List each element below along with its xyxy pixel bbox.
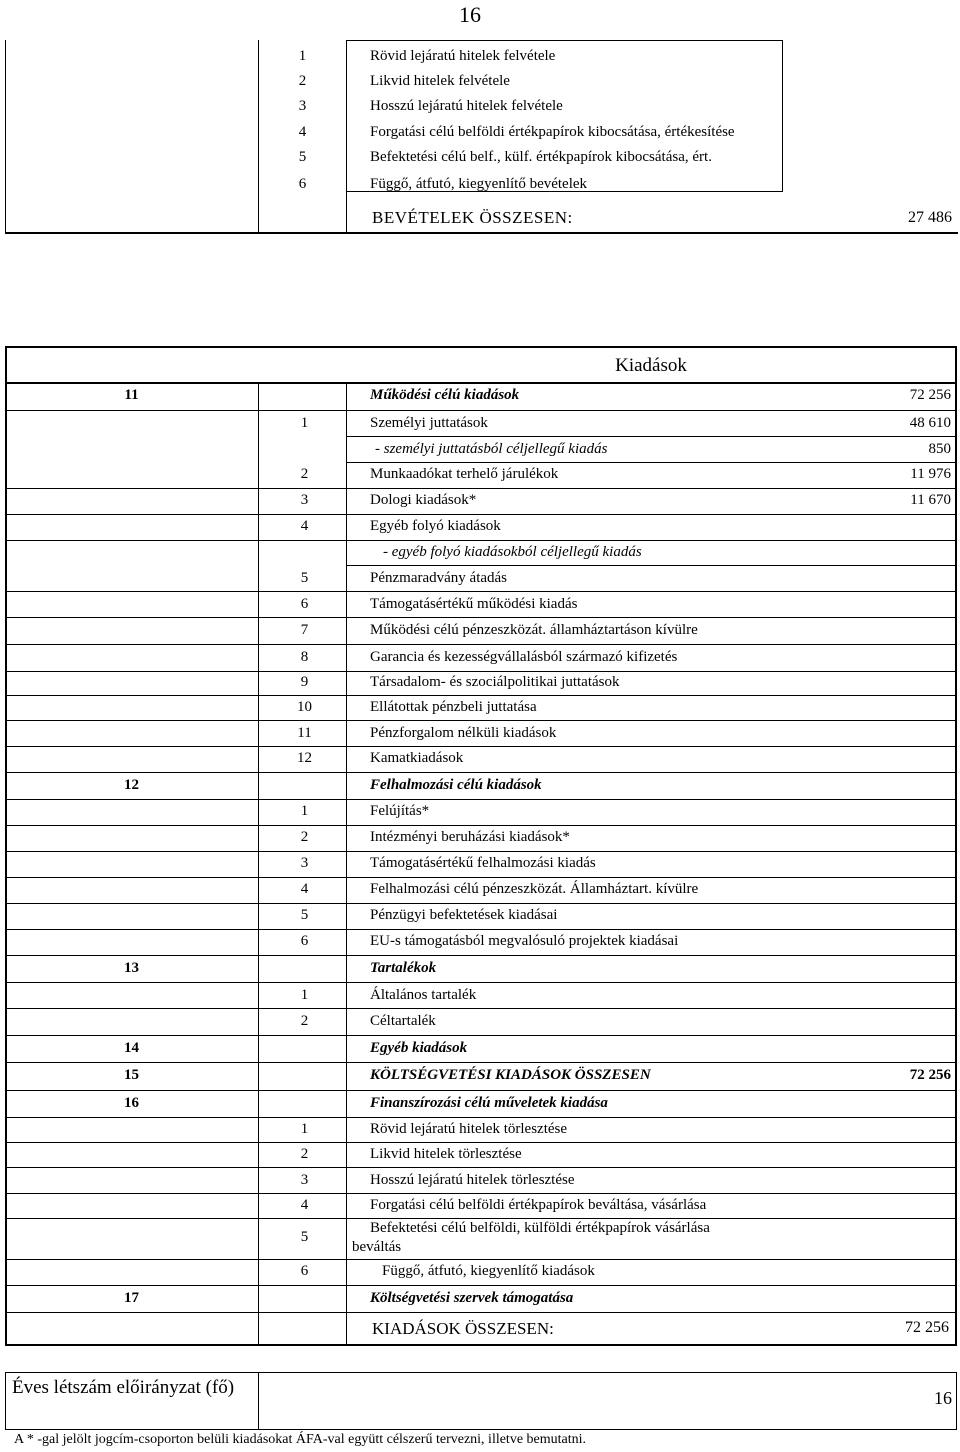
expense-row <box>5 1220 957 1258</box>
expenses-total-label: KIADÁSOK ÖSSZESEN: <box>372 1319 554 1338</box>
row-label: Működési célú pénzeszközát. államháztartáson kívülre <box>370 622 698 638</box>
row-label: Általános tartalék <box>370 987 477 1003</box>
row-rule <box>5 1285 957 1286</box>
row-label: Dologi kiadások* <box>370 492 477 508</box>
row-rule <box>5 1259 957 1260</box>
row-number: 4 <box>300 881 309 897</box>
income-total-row <box>0 204 960 228</box>
row-rule <box>5 929 957 930</box>
group-number: 14 <box>124 1040 139 1056</box>
row-value: 72 256 <box>909 1067 951 1083</box>
column-divider <box>258 1372 259 1430</box>
row-label: Pénzforgalom nélküli kiadások <box>370 725 557 741</box>
row-number: 5 <box>300 907 309 923</box>
group-number: 13 <box>124 960 139 976</box>
row-number: 2 <box>300 1013 309 1029</box>
row-label: Céltartalék <box>370 1013 436 1029</box>
row-value: 11 670 <box>910 492 951 508</box>
row-rule <box>5 1090 957 1091</box>
staff-value: 16 <box>934 1388 952 1408</box>
row-number: 6 <box>300 1263 309 1279</box>
row-rule <box>5 825 957 826</box>
expenses-total-value: 72 256 <box>905 1319 949 1336</box>
row-number: 12 <box>297 750 312 766</box>
row-label: - egyéb folyó kiadásokból céljellegű kiadás <box>383 544 642 560</box>
row-label: Rövid lejáratú hitelek felvétele <box>370 48 556 64</box>
income-row <box>0 94 960 118</box>
row-rule <box>5 851 957 852</box>
staff-label: Éves létszám előirányzat (fő) <box>12 1377 235 1398</box>
row-number: 7 <box>300 622 309 638</box>
row-number: 6 <box>298 176 307 192</box>
group-label: KÖLTSÉGVETÉSI KIADÁSOK ÖSSZESEN <box>370 1067 651 1083</box>
row-rule <box>5 746 957 747</box>
expenses-title: Kiadások <box>615 355 687 376</box>
row-label: Befektetési célú belf., külf. értékpapírok kibocsátása, ért. <box>370 149 712 165</box>
row-number: 1 <box>300 1121 309 1137</box>
row-label: Befektetési célú belföldi, külföldi értékpapírok vásárlása <box>370 1220 710 1236</box>
row-value: 850 <box>928 441 951 457</box>
row-number: 2 <box>300 1146 309 1162</box>
row-label: EU-s támogatásból megvalósuló projektek kiadásai <box>370 933 679 949</box>
row-number: 5 <box>298 149 307 165</box>
row-number: 5 <box>300 570 309 586</box>
group-label: Működési célú kiadások <box>370 387 520 403</box>
row-value: 11 976 <box>910 466 951 482</box>
row-label: Hosszú lejáratú hitelek törlesztése <box>370 1172 575 1188</box>
row-number: 5 <box>300 1229 309 1245</box>
row-label: Ellátottak pénzbeli juttatása <box>370 699 537 715</box>
income-row <box>0 120 960 144</box>
row-label: Személyi juttatások <box>370 415 488 431</box>
row-label: Intézményi beruházási kiadások* <box>370 829 570 845</box>
row-label: Garancia és kezességvállalásból származó kifizetés <box>370 649 678 665</box>
row-number: 11 <box>297 725 312 741</box>
income-row <box>0 172 960 196</box>
row-label-continued: beváltás <box>352 1239 402 1255</box>
row-number: 6 <box>300 933 309 949</box>
row-label: Kamatkiadások <box>370 750 464 766</box>
row-rule <box>5 1312 957 1313</box>
row-number: 2 <box>300 829 309 845</box>
row-label: Felhalmozási célú pénzeszközát. Államháztart. kívülre <box>370 881 699 897</box>
row-rule <box>5 1062 957 1063</box>
group-label: Felhalmozási célú kiadások <box>370 777 542 793</box>
row-rule <box>5 903 957 904</box>
income-total-label: BEVÉTELEK ÖSSZESEN: <box>372 208 573 227</box>
group-label: Tartalékok <box>370 960 437 976</box>
title-divider <box>5 382 957 384</box>
row-number: 3 <box>300 1172 309 1188</box>
row-rule <box>5 695 957 696</box>
row-number: 6 <box>300 596 309 612</box>
row-number: 2 <box>298 73 307 89</box>
row-label: Támogatásértékű felhalmozási kiadás <box>370 855 596 871</box>
row-label: Támogatásértékű működési kiadás <box>370 596 578 612</box>
expenses-table-frame <box>5 346 957 1346</box>
row-label: Pénzmaradvány átadás <box>370 570 508 586</box>
row-rule <box>5 955 957 956</box>
row-label: Egyéb folyó kiadások <box>370 518 501 534</box>
row-rule <box>346 565 957 566</box>
income-row <box>0 69 960 93</box>
row-number: 4 <box>298 124 307 140</box>
row-rule <box>346 462 957 463</box>
row-rule <box>5 877 957 878</box>
group-number: 15 <box>124 1067 139 1083</box>
row-rule <box>5 720 957 721</box>
group-label: Finanszírozási célú műveletek kiadása <box>370 1095 608 1111</box>
row-label: Likvid hitelek felvétele <box>370 73 510 89</box>
row-label: Társadalom- és szociálpolitikai juttatások <box>370 674 620 690</box>
row-number: 8 <box>300 649 309 665</box>
row-number: 10 <box>297 699 312 715</box>
row-label: Függő, átfutó, kiegyenlítő bevételek <box>370 176 588 192</box>
income-total-value: 27 486 <box>908 209 952 226</box>
row-number: 2 <box>300 466 309 482</box>
group-number: 16 <box>124 1095 139 1111</box>
row-rule <box>5 488 957 489</box>
row-label: Forgatási célú belföldi értékpapírok kibocsátása, értékesítése <box>370 124 735 140</box>
row-rule <box>5 591 957 592</box>
row-rule <box>5 1035 957 1036</box>
column-divider <box>346 382 347 1345</box>
row-rule <box>5 671 957 672</box>
row-label: Felújítás* <box>370 803 430 819</box>
row-rule <box>5 1193 957 1194</box>
group-label: Egyéb kiadások <box>370 1040 468 1056</box>
row-number: 1 <box>300 987 309 1003</box>
income-row <box>0 44 960 68</box>
row-rule <box>346 436 957 437</box>
row-number: 1 <box>300 803 309 819</box>
row-number: 3 <box>300 492 309 508</box>
row-rule <box>5 982 957 983</box>
row-number: 1 <box>300 415 309 431</box>
row-rule <box>5 1117 957 1118</box>
row-value: 48 610 <box>909 415 951 431</box>
row-rule <box>5 1008 957 1009</box>
income-row <box>0 145 960 169</box>
group-number: 12 <box>124 777 139 793</box>
column-divider <box>258 382 259 1345</box>
row-rule <box>5 617 957 618</box>
row-label: - személyi juttatásból céljellegű kiadás <box>375 441 608 457</box>
row-label: Függő, átfutó, kiegyenlítő kiadások <box>382 1263 595 1279</box>
row-number: 3 <box>298 98 307 114</box>
row-value: 72 256 <box>909 387 951 403</box>
row-number: 1 <box>298 48 307 64</box>
row-label: Munkaadókat terhelő járulékok <box>370 466 559 482</box>
row-rule <box>5 772 957 773</box>
row-label: Hosszú lejáratú hitelek felvétele <box>370 98 563 114</box>
row-rule <box>5 799 957 800</box>
row-number: 3 <box>300 855 309 871</box>
row-label: Forgatási célú belföldi értékpapírok beváltása, vásárlása <box>370 1197 707 1213</box>
row-rule <box>5 540 957 541</box>
page-number: 16 <box>459 2 481 27</box>
row-rule <box>5 1218 957 1219</box>
row-number: 4 <box>300 1197 309 1213</box>
row-number: 4 <box>300 518 309 534</box>
group-number: 17 <box>124 1290 139 1306</box>
row-rule <box>5 410 957 411</box>
row-label: Rövid lejáratú hitelek törlesztése <box>370 1121 568 1137</box>
row-rule <box>5 514 957 515</box>
row-number: 9 <box>300 674 309 690</box>
group-number: 11 <box>124 387 139 403</box>
footnote: A * -gal jelölt jogcím-csoporton belüli kiadásokat ÁFA-val együtt célszerű tervezni, illetve bemutatni. <box>14 1432 587 1447</box>
group-label: Költségvetési szervek támogatása <box>370 1290 574 1306</box>
row-label: Likvid hitelek törlesztése <box>370 1146 522 1162</box>
row-rule <box>5 1167 957 1168</box>
row-rule <box>5 644 957 645</box>
row-rule <box>5 1142 957 1143</box>
row-label: Pénzügyi befektetések kiadásai <box>370 907 558 923</box>
